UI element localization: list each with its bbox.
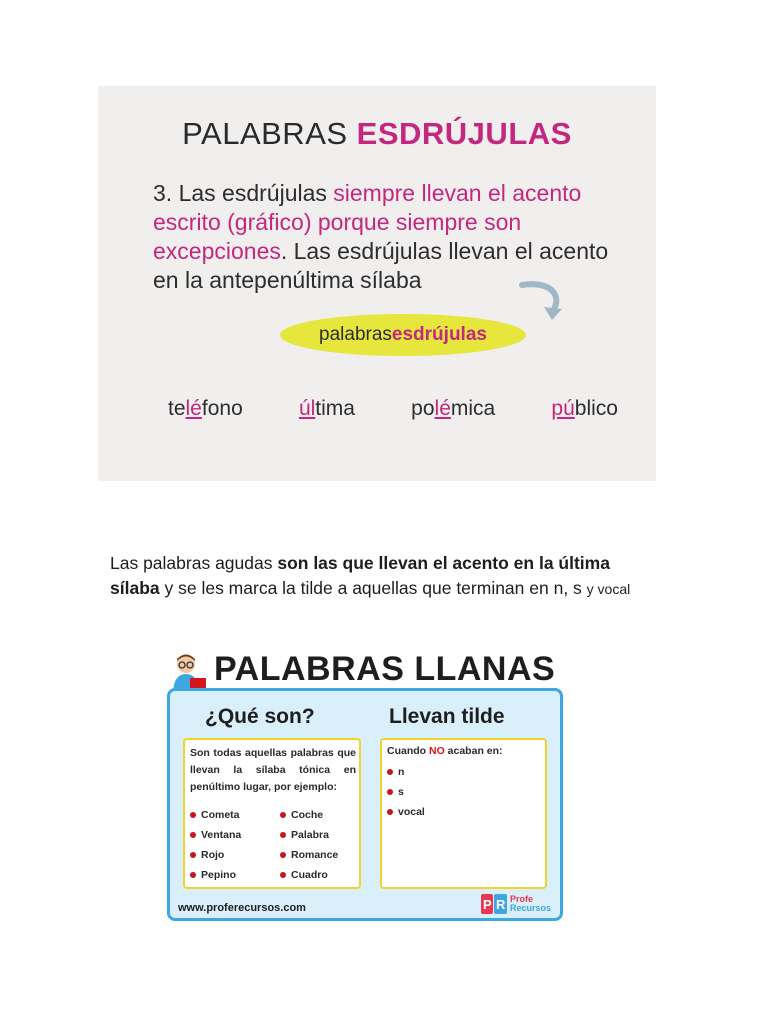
llevan-tilde-heading: Llevan tilde bbox=[389, 705, 505, 728]
example-word bbox=[551, 397, 618, 421]
bullet-icon bbox=[387, 789, 393, 795]
word-pre: po bbox=[411, 397, 435, 420]
pill-prefix: palabras bbox=[319, 324, 392, 345]
word-post: mica bbox=[450, 397, 496, 420]
example-word: Cometa bbox=[201, 809, 240, 821]
word-pre: te bbox=[168, 397, 186, 420]
list-item bbox=[280, 809, 323, 821]
ending: vocal bbox=[398, 806, 425, 818]
bullet-icon bbox=[387, 769, 393, 775]
list-item bbox=[280, 849, 338, 861]
esdrujulas-rule-text bbox=[153, 179, 623, 295]
llanas-card bbox=[167, 688, 563, 921]
agudas-paragraph bbox=[110, 551, 650, 602]
list-item bbox=[190, 849, 224, 861]
word-accent: pú bbox=[551, 397, 575, 420]
word-accent: lé bbox=[434, 397, 451, 420]
example-words bbox=[168, 397, 618, 421]
svg-text:R: R bbox=[496, 897, 506, 912]
example-word: Palabra bbox=[291, 829, 329, 841]
para-part-1: Las palabras agudas bbox=[110, 553, 278, 573]
bullet-icon bbox=[280, 852, 286, 858]
llanas-header bbox=[170, 650, 570, 690]
definition-text: Son todas aquellas palabras que llevan la sílaba tónica en penúltimo lugar, por ejemplo: bbox=[190, 747, 356, 793]
example-word bbox=[299, 397, 355, 421]
example-word bbox=[411, 397, 495, 421]
list-item bbox=[280, 829, 329, 841]
bullet-icon bbox=[280, 812, 286, 818]
website-url: www.proferecursos.com bbox=[178, 902, 306, 914]
example-word bbox=[168, 397, 243, 421]
ending: s bbox=[398, 786, 404, 798]
tilde-rule-box bbox=[380, 738, 547, 889]
definition-box bbox=[183, 738, 361, 889]
llanas-title: PALABRAS LLANAS bbox=[214, 650, 556, 688]
list-item bbox=[190, 809, 240, 821]
title-prefix: PALABRAS bbox=[182, 116, 357, 151]
rule-part-2: siempre llevan el acento escrito (gráfico) porque siempre son excepciones bbox=[153, 180, 582, 264]
bullet-icon bbox=[190, 872, 196, 878]
para-part-2: son las que llevan el acento en la última sílaba bbox=[110, 553, 610, 598]
word-post: fono bbox=[201, 397, 243, 420]
rule-part-1: 3. Las esdrújulas bbox=[153, 180, 334, 206]
example-word: Romance bbox=[291, 849, 339, 861]
word-accent: úl bbox=[298, 397, 316, 420]
rule-no: NO bbox=[429, 745, 445, 757]
example-word: Rojo bbox=[201, 849, 225, 861]
list-item bbox=[280, 869, 328, 881]
list-item bbox=[190, 829, 241, 841]
rule-post: acaban en: bbox=[444, 745, 503, 757]
example-word: Coche bbox=[291, 809, 324, 821]
rule-part-3: . Las esdrújulas llevan el acento en la antepenúltima sílaba bbox=[153, 238, 609, 293]
bullet-icon bbox=[280, 872, 286, 878]
example-word: Ventana bbox=[201, 829, 242, 841]
logo-line-1: Profe bbox=[510, 894, 534, 904]
logo-mark-icon bbox=[481, 894, 507, 914]
ending: n bbox=[398, 766, 405, 778]
curved-arrow-icon bbox=[518, 279, 568, 321]
bullet-icon bbox=[190, 852, 196, 858]
tilde-rule-text bbox=[387, 745, 503, 757]
list-item bbox=[387, 786, 404, 798]
example-word: Pepino bbox=[201, 869, 237, 881]
esdrujulas-pill bbox=[280, 314, 526, 356]
que-son-heading: ¿Qué son? bbox=[205, 705, 315, 728]
bullet-icon bbox=[190, 812, 196, 818]
esdrujulas-title bbox=[98, 116, 656, 152]
word-accent: lé bbox=[185, 397, 202, 420]
bullet-icon bbox=[190, 832, 196, 838]
rule-pre: Cuando bbox=[387, 745, 429, 757]
bullet-icon bbox=[387, 809, 393, 815]
para-part-3: y se les marca la tilde a aquellas que terminan en n, s bbox=[159, 578, 587, 598]
bullet-icon bbox=[280, 832, 286, 838]
list-item bbox=[387, 766, 404, 778]
esdrujulas-image bbox=[98, 86, 656, 481]
pill-highlight: esdrújulas bbox=[391, 324, 487, 345]
title-highlight: ESDRÚJULAS bbox=[356, 116, 572, 151]
proferecursos-logo bbox=[481, 894, 551, 914]
word-post: tima bbox=[315, 397, 355, 420]
word-post: blico bbox=[574, 397, 618, 420]
svg-text:P: P bbox=[483, 897, 492, 912]
teacher-icon bbox=[170, 652, 210, 692]
logo-text bbox=[510, 895, 551, 913]
list-item bbox=[387, 806, 425, 818]
para-part-4: y vocal bbox=[586, 581, 631, 597]
logo-line-2: Recursos bbox=[510, 903, 552, 913]
list-item bbox=[190, 869, 236, 881]
example-word: Cuadro bbox=[291, 869, 328, 881]
